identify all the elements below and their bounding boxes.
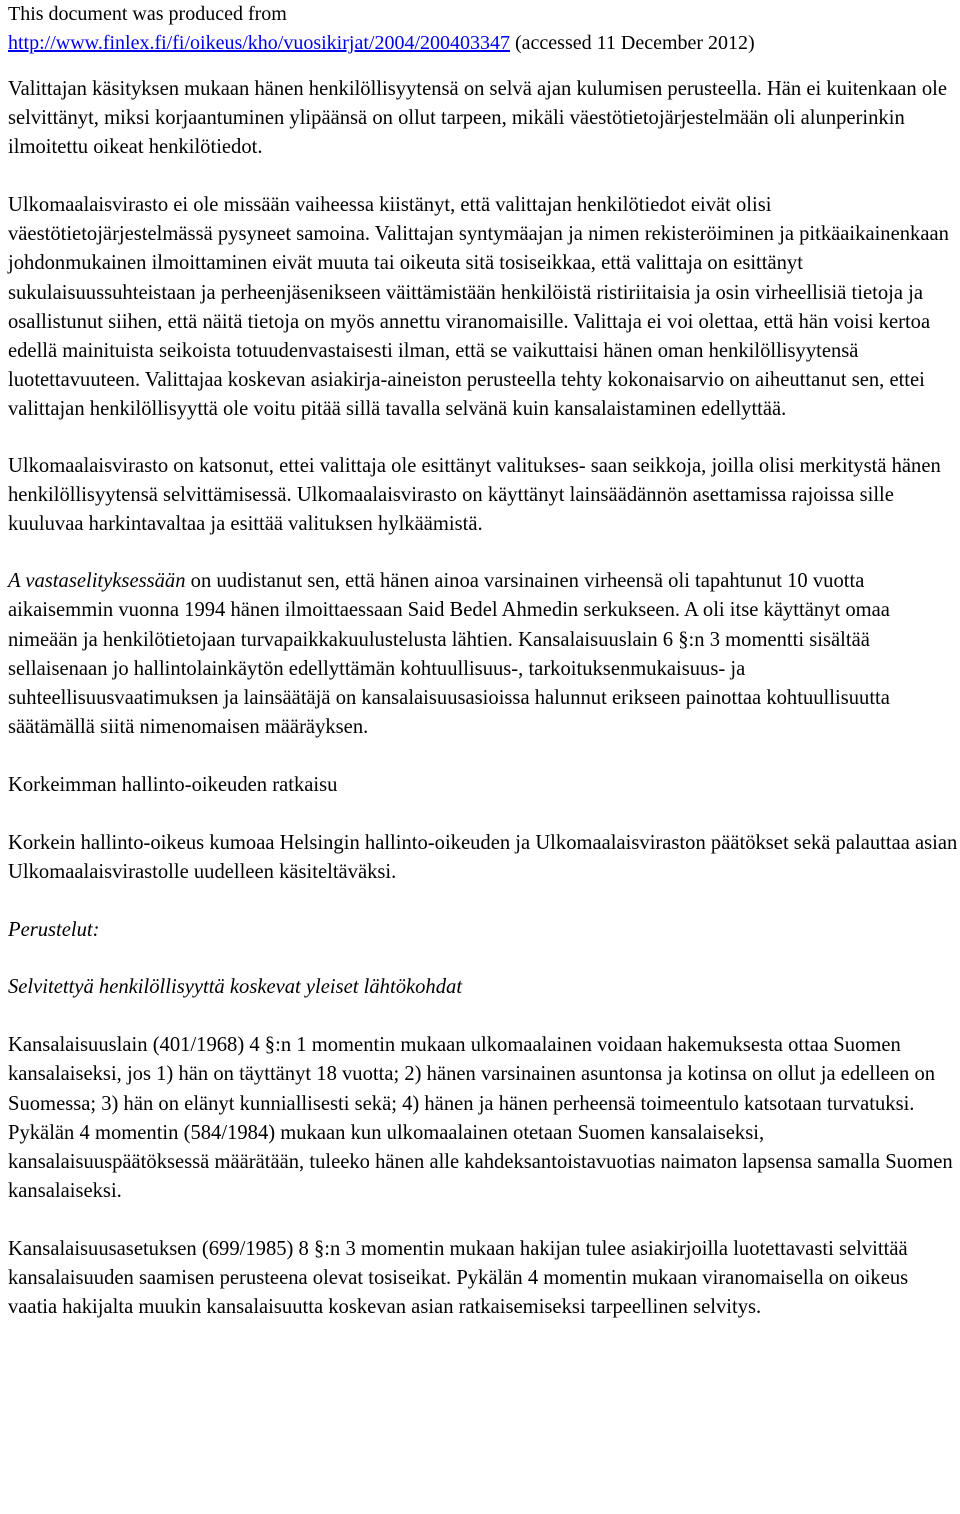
source-header [8,0,958,58]
source-line [8,29,958,58]
produced-from-text: This document was produced from [8,3,287,25]
vastaselitys-text: on uudistanut sen, että hänen ainoa varsinainen virheensä oli tapahtunut 10 vuotta aikaisemmin vuonna 1994 hänen ilmoittaessaan Said Bedel Ahmedin serkukseen. A oli itse käyttänyt omaa nimeään ja henkilötietojaan turvapaikkakuulustelusta lähtien. Kansalaisuuslain 6 §:n 3 momentti sisältää sellaisenaan jo hallintolainkäytön edellyttämän kohtuullisuus-, tarkoituksenmukaisuus- ja suhteellisuusvaatimuksen ja lainsäätäjä on kansalaisuusasioissa halunnut erikseen painottaa kohtuullisuutta säätämällä siitä nimenomaisen määräyksen. [8,570,890,738]
lahtokohdat-italic: Selvitettyä henkilöllisyyttä koskevat yleiset lähtökohdat [8,976,463,999]
document-page [8,0,958,1322]
paragraph-valittajan-kasitys: Valittajan käsityksen mukaan hänen henkilöllisyytensä on selvä ajan kulumisen perusteella. Hän ei kuitenkaan ole selvittänyt, miksi korjaantuminen ylipäänsä on ollut tarpeen, mikäli väestötietojärjestelmään oli alunperinkin ilmoitettu oikeat henkilötiedot. [8,78,948,159]
paragraph-ratkaisu: Korkein hallinto-oikeus kumoaa Helsingin hallinto-oikeuden ja Ulkomaalaisviraston päätökset sekä palauttaa asian Ulkomaalaisvirastolle uudelleen käsiteltäväksi. [8,831,958,884]
section-heading-perustelut [8,916,958,945]
paragraph-ulkomaalaisvirasto-kiistanyt: Ulkomaalaisvirasto ei ole missään vaiheessa kiistänyt, että valittajan henkilötiedot eivät olisi väestötietojärjestelmässä pysyneet samoina. Valittajan syntymäajan ja nimen rekisteröiminen ja pitkäaikainenkaan johdonmukainen ilmoittaminen eivät muuta tai oikeuta sitä tosiseikkaa, että valittaja on esittänyt sukulaisuussuhteistaan ja perheenjäsenikseen väittämistään henkilöistä ristiriitaisia ja osin virheellisiä tietoja ja osallistunut siihen, että näitä tietoja on myös annettu viranomaisille. Valittaja ei voi olettaa, että hän voisi kertoa edellä mainituista seikoista totuudenvastaisesti ilman, että se vaikuttaisi hänen oman henkilöllisyytensä luotettavuuteen. Valittajaa koskevan asiakirja-aineiston perusteella tehty kokonaisarvio on aiheuttanut sen, ettei valittajan henkilöllisyyttä ole voitu pitää sillä tavalla selvänä kuin kansalaistaminen edellyttää. [8,194,949,420]
section-heading-lahtokohdat [8,973,958,1002]
paragraph-kansalaisuusasetus: Kansalaisuusasetuksen (699/1985) 8 §:n 3 momentin mukaan hakijan tulee asiakirjoilla luotettavasti selvittää kansalaisuuden saamisen perusteena olevat tosiseikat. Pykälän 4 momentin mukaan viranomaisella on oikeus vaatia hakijalta muukin kansalaisuutta koskevan asian ratkaisemiseksi tarpeellinen selvitys. [8,1237,909,1319]
section-heading-ratkaisu: Korkeimman hallinto-oikeuden ratkaisu [8,773,338,796]
paragraph-vastaselitys [8,567,958,742]
perustelut-italic: Perustelut: [8,919,100,942]
accessed-date-text: (accessed 11 December 2012) [510,32,755,54]
paragraph-kansalaisuuslaki: Kansalaisuuslain (401/1968) 4 §:n 1 momentin mukaan ulkomaalainen voidaan hakemuksesta ottaa Suomen kansalaiseksi, jos 1) hän on täyttänyt 18 vuotta; 2) hänen varsinainen asuntonsa ja kotinsa on ollut ja edelleen on Suomessa; 3) hän on elänyt kunniallisesti sekä; 4) hänen ja hänen perheensä toimeentulo katsotaan turvatuksi. Pykälän 4 momentin (584/1984) mukaan kun ulkomaalainen otetaan Suomen kansalaiseksi, kansalaisuuspäätöksessä määrätään, tuleeko hänen alle kahdeksantoistavuotias naimaton lapsensa samalla Suomen kansalaiseksi. [8,1034,953,1202]
source-link[interactable]: http://www.finlex.fi/fi/oikeus/kho/vuosikirjat/2004/200403347 [8,32,511,54]
vastaselitys-italic: A vastaselityksessään [8,570,186,593]
paragraph-ulkomaalaisvirasto-katsonut: Ulkomaalaisvirasto on katsonut, ettei valittaja ole esittänyt valitukses- saan seikkoja, joilla olisi merkitystä hänen henkilöllisyytensä selvittämisessä. Ulkomaalaisvirasto on käyttänyt lainsäädännön asettamissa rajoissa sille kuuluvaa harkintavaltaa ja esittää valituksen hylkäämistä. [8,455,941,536]
